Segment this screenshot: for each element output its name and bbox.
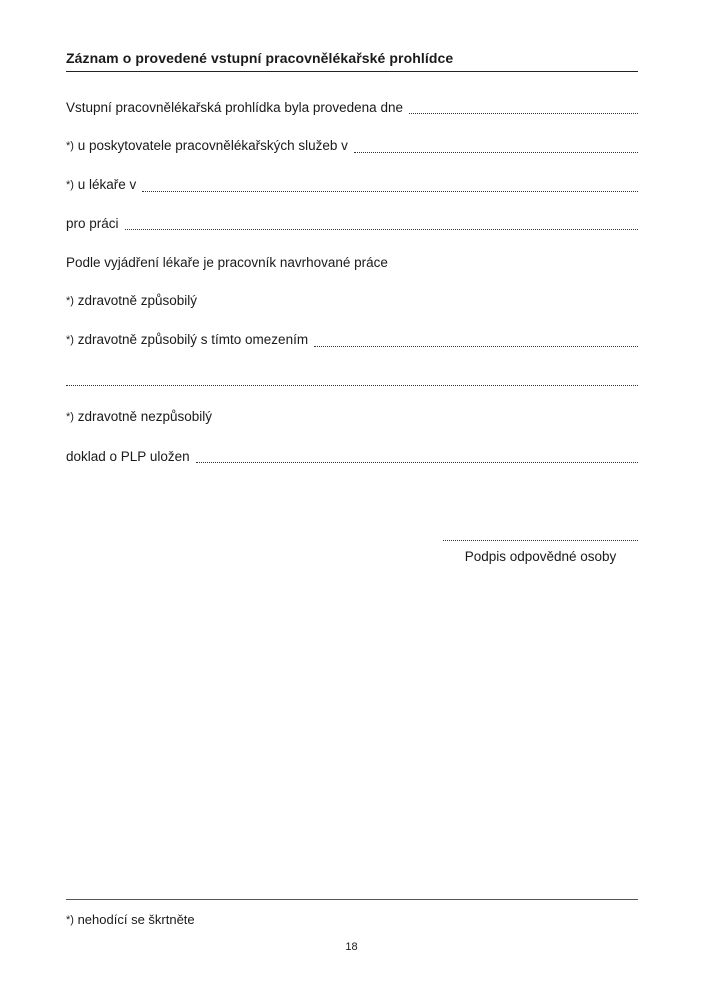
exam-date-field[interactable] (409, 97, 638, 114)
page-title: Záznam o provedené vstupní pracovnělékařské prohlídce (66, 50, 454, 66)
asterisk-mark: *) (66, 295, 74, 307)
plp-document-label: doklad o PLP uložen (66, 449, 190, 464)
page-number: 18 (345, 941, 358, 953)
doctor-field[interactable] (142, 175, 638, 192)
restriction-field[interactable] (314, 330, 638, 347)
provider-field[interactable] (354, 136, 638, 153)
work-field[interactable] (125, 213, 638, 230)
doctor-line (66, 175, 638, 195)
fit-label (66, 292, 197, 311)
opinion-label: Podle vyjádření lékaře je pracovník navrhované práce (66, 255, 388, 270)
exam-date-label: Vstupní pracovnělékařská prohlídka byla provedena dne (66, 100, 403, 115)
plp-document-field[interactable] (196, 446, 638, 463)
unfit-label (66, 408, 212, 427)
doctor-label (66, 176, 136, 195)
plp-document-line (66, 446, 638, 466)
signature-label: Podpis odpovědné osoby (464, 549, 617, 564)
restriction-continuation-line (66, 369, 638, 389)
opinion-line (66, 252, 638, 272)
unfit-label-text: zdravotně nezpůsobilý (77, 409, 213, 424)
work-label: pro práci (66, 216, 119, 231)
asterisk-mark: *) (66, 179, 74, 191)
exam-date-line (66, 97, 638, 117)
doctor-label-text: u lékaře v (77, 177, 137, 192)
fit-with-restriction-label (66, 331, 308, 350)
provider-line (66, 136, 638, 156)
asterisk-mark: *) (66, 140, 74, 152)
restriction-continuation-field[interactable] (66, 369, 638, 386)
footnote-text: nehodící se škrtněte (77, 912, 195, 927)
unfit-option (66, 407, 638, 427)
provider-label-text: u poskytovatele pracovnělékařských služeb v (77, 138, 348, 153)
footnote (66, 912, 195, 927)
fit-option (66, 291, 638, 311)
signature-field[interactable] (443, 530, 638, 541)
fit-with-restriction-line (66, 330, 638, 350)
footnote-divider (66, 899, 638, 900)
work-line (66, 213, 638, 233)
fit-with-restriction-text: zdravotně způsobilý s tímto omezením (77, 332, 309, 347)
title-underline (66, 71, 638, 72)
asterisk-mark: *) (66, 914, 74, 926)
provider-label (66, 137, 348, 156)
asterisk-mark: *) (66, 411, 74, 423)
asterisk-mark: *) (66, 334, 74, 346)
fit-label-text: zdravotně způsobilý (77, 293, 198, 308)
